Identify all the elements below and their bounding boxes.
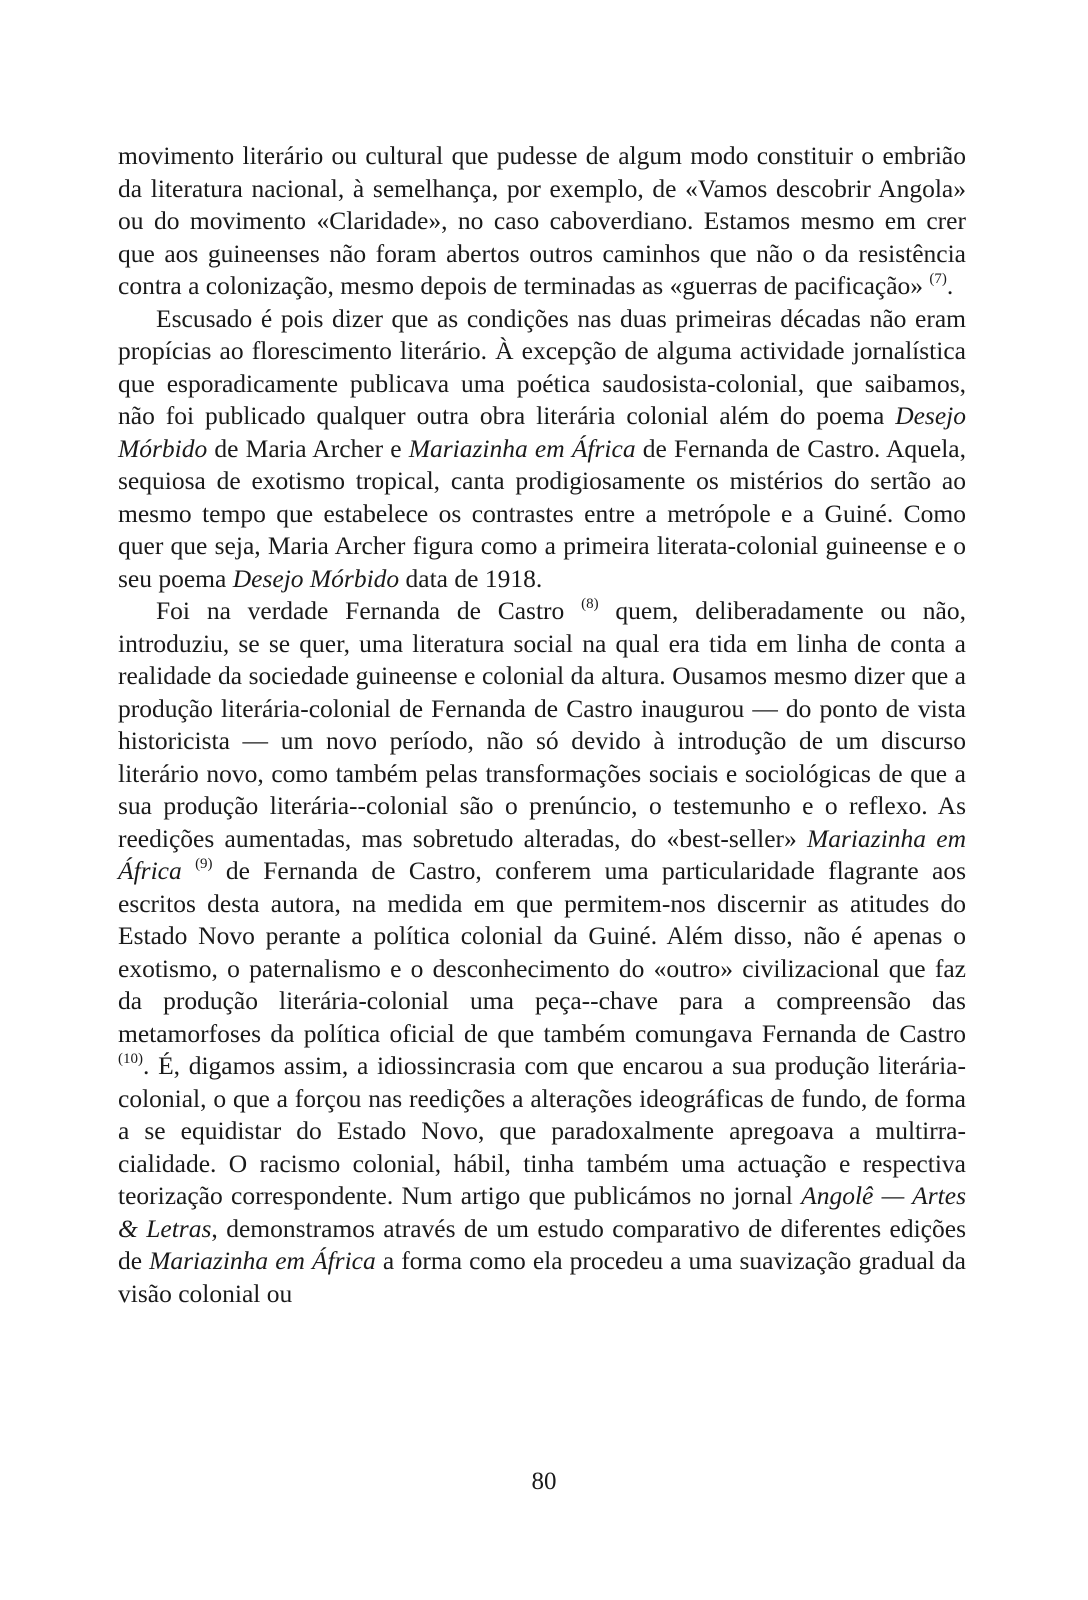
footnote-marker: (8) bbox=[581, 595, 599, 612]
text-run: de Fernanda de Castro. Aquela, sequiosa de exotismo tropical, canta prodigiosamente os mistérios do sertão ao mesmo tempo que estabelece os contrastes entre a metrópole e a Guiné. Como quer que seja, Maria Archer figura como a primeira literata-colonial guineense e o seu poema bbox=[118, 433, 966, 593]
paragraph bbox=[118, 140, 966, 303]
text-run: Foi na verdade Fernanda de Castro bbox=[156, 596, 582, 625]
paragraph bbox=[118, 595, 966, 1310]
footnote-marker: (10) bbox=[118, 1050, 143, 1067]
italic-title: Mariazinha em África bbox=[149, 1246, 376, 1275]
italic-title: Desejo Mórbido bbox=[118, 401, 966, 463]
paragraph bbox=[118, 303, 966, 596]
footnote-marker: (7) bbox=[929, 270, 947, 287]
italic-title: Mariazinha em África bbox=[118, 823, 966, 885]
text-run: . bbox=[946, 271, 954, 300]
page-number: 80 bbox=[531, 1468, 557, 1495]
text-run: a forma como ela procedeu a uma suavização gradual da visão colonial ou bbox=[118, 1246, 966, 1308]
text-run: . É, digamos assim, a idiossincrasia com que encarou a sua produção literária-colonial, o que a forçou nas reedições a alterações ideográficas de fundo, de forma a se equidistar do Estado Novo, que paradoxalmente apregoava a multirracialidade. O racismo colonial, hábil, tinha também uma actuação e respectiva teorização correspondente. Num artigo que publicámos no jornal bbox=[118, 1051, 966, 1210]
page-body bbox=[118, 140, 966, 1310]
text-run: quem, deliberadamente ou não, introduziu, se se quer, uma literatura social na qual era tida em linha de conta a realidade da sociedade guineense e colonial da altura. Ousamos mesmo dizer que a produção literária-colonial de Fernanda de Castro inaugurou — do ponto de vista historicista — um novo período, não só devido à introdução de um discurso literário novo, como também pelas transformações sociais e sociológicas de que a sua produção literária--colonial são o prenúncio, o testemunho e o reflexo. As reedições aumentadas, mas sobretudo alteradas, do «best-seller» bbox=[118, 596, 966, 853]
text-run bbox=[182, 856, 195, 885]
italic-title: Mariazinha em África bbox=[408, 433, 636, 463]
text-run: , demonstramos através de um estudo comparativo de diferentes edições de bbox=[118, 1213, 966, 1275]
text-run: data de 1918. bbox=[399, 563, 543, 593]
footnote-marker: (9) bbox=[195, 855, 213, 872]
text-run: movimento literário ou cultural que pudesse de algum modo constituir o embrião da literatura nacional, à semelhança, por exemplo, de «Vamos descobrir Angola» ou do movimento «Claridade», no caso caboverdiano. Estamos mesmo em crer que aos guineenses não foram abertos outros caminhos que não o da resistência contra a colonização, mesmo depois de terminadas as «guerras de pacificação» bbox=[118, 141, 966, 300]
italic-title: Angolê — Artes & Letras bbox=[118, 1181, 966, 1243]
italic-title: Desejo Mórbido bbox=[232, 563, 400, 593]
text-run: de Fernanda de Castro, conferem uma particularidade flagrante aos escritos desta autora, na medida em que permitem-nos discernir as atitudes do Estado Novo perante a política colonial da Guiné. Além disso, não é apenas o exotismo, o paternalismo e o desconhecimento do «outro» civilizacional que faz da produção literária-colonial uma peça--chave para a compreensão das metamorfoses da política oficial de que também comungava Fernanda de Castro bbox=[118, 856, 966, 1048]
text-run: Escusado é pois dizer que as condições nas duas primeiras décadas não eram propícias ao florescimento literário. À excepção de alguma actividade jornalística que esporadicamente publicava uma poética saudosista-colonial, que saibamos, não foi publicado qualquer outra obra literária colonial além do poema bbox=[118, 303, 966, 430]
text-run: de Maria Archer e bbox=[207, 433, 409, 463]
